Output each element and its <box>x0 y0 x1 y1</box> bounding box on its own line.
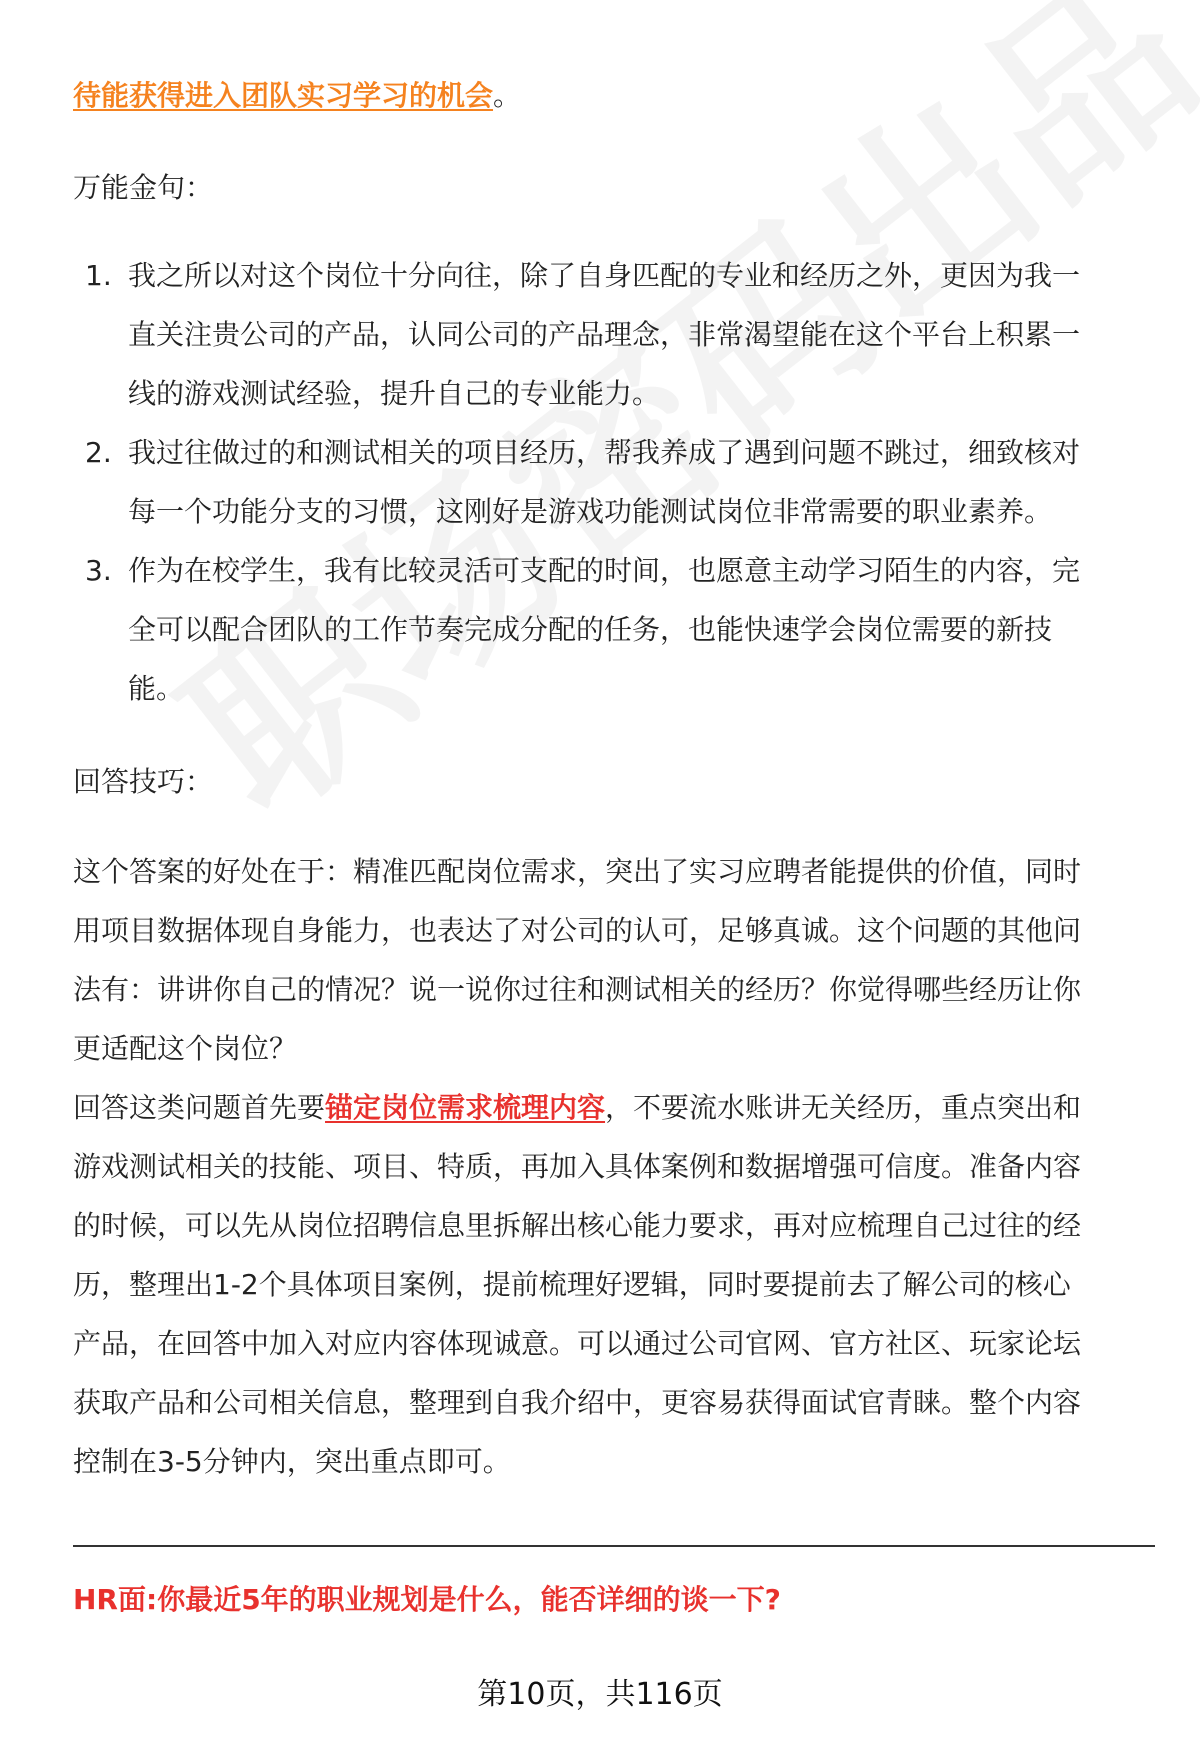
golden-title: 万能金句： <box>73 171 214 204</box>
list-line: 线的游戏测试经验，提升自己的专业能力。 <box>128 377 661 410</box>
paragraph-line: 获取产品和公司相关信息，整理到自我介绍中，更容易获得面试官青睐。整个内容 <box>73 1386 1082 1419</box>
text-span: 回答这类问题首先要 <box>73 1091 326 1124</box>
golden-list <box>85 246 1165 718</box>
list-item <box>85 541 1165 718</box>
tips-paragraph-1 <box>73 842 1153 1078</box>
list-line: 我过往做过的和测试相关的项目经历，帮我养成了遇到问题不跳过，细致核对 <box>128 436 1081 469</box>
list-line: 我之所以对这个岗位十分向往，除了自身匹配的专业和经历之外，更因为我一 <box>128 259 1081 292</box>
list-line: 全可以配合团队的工作节奏完成分配的任务，也能快速学会岗位需要的新技 <box>128 613 1053 646</box>
intro-line <box>73 66 1153 125</box>
list-item <box>85 246 1165 423</box>
paragraph-line: 这个答案的好处在于：精准匹配岗位需求，突出了实习应聘者能提供的价值，同时 <box>73 855 1082 888</box>
text-span: ，不要流水账讲无关经历，重点突出和 <box>605 1091 1082 1124</box>
paragraph-line: 的时候，可以先从岗位招聘信息里拆解出核心能力要求，再对应梳理自己过往的经 <box>73 1209 1082 1242</box>
paragraph-line: 产品，在回答中加入对应内容体现诚意。可以通过公司官网、官方社区、玩家论坛 <box>73 1327 1082 1360</box>
list-line: 直关注贵公司的产品，认同公司的产品理念，非常渴望能在这个平台上积累一 <box>128 318 1081 351</box>
list-number: 3. <box>85 554 112 587</box>
list-line: 能。 <box>128 672 185 705</box>
section-divider <box>73 1545 1155 1547</box>
tips-paragraph-2 <box>73 1078 1153 1491</box>
paragraph-line: 更适配这个岗位？ <box>73 1032 298 1065</box>
intro-punct: 。 <box>493 79 522 112</box>
list-number: 1. <box>85 259 112 292</box>
tips-title: 回答技巧： <box>73 765 214 798</box>
paragraph-line <box>73 1078 1153 1137</box>
page-number: 第10页，共116页 <box>477 1677 723 1712</box>
paragraph-line: 用项目数据体现自身能力，也表达了对公司的认可，足够真诚。这个问题的其他问 <box>73 914 1082 947</box>
list-number: 2. <box>85 436 112 469</box>
list-line: 作为在校学生，我有比较灵活可支配的时间，也愿意主动学习陌生的内容，完 <box>128 554 1081 587</box>
red-highlight: 锚定岗位需求梳理内容 <box>325 1091 606 1124</box>
paragraph-line: 法有：讲讲你自己的情况？说一说你过往和测试相关的经历？你觉得哪些经历让你 <box>73 973 1082 1006</box>
next-question-heading: HR面:你最近5年的职业规划是什么，能否详细的谈一下? <box>73 1583 781 1616</box>
list-item <box>85 423 1165 541</box>
paragraph-line: 控制在3-5分钟内，突出重点即可。 <box>73 1445 511 1478</box>
intro-highlight: 待能获得进入团队实习学习的机会 <box>73 79 494 112</box>
paragraph-line: 历，整理出1-2个具体项目案例，提前梳理好逻辑，同时要提前去了解公司的核心 <box>73 1268 1071 1301</box>
paragraph-line: 游戏测试相关的技能、项目、特质，再加入具体案例和数据增强可信度。准备内容 <box>73 1150 1082 1183</box>
list-line: 每一个功能分支的习惯，这刚好是游戏功能测试岗位非常需要的职业素养。 <box>128 495 1053 528</box>
